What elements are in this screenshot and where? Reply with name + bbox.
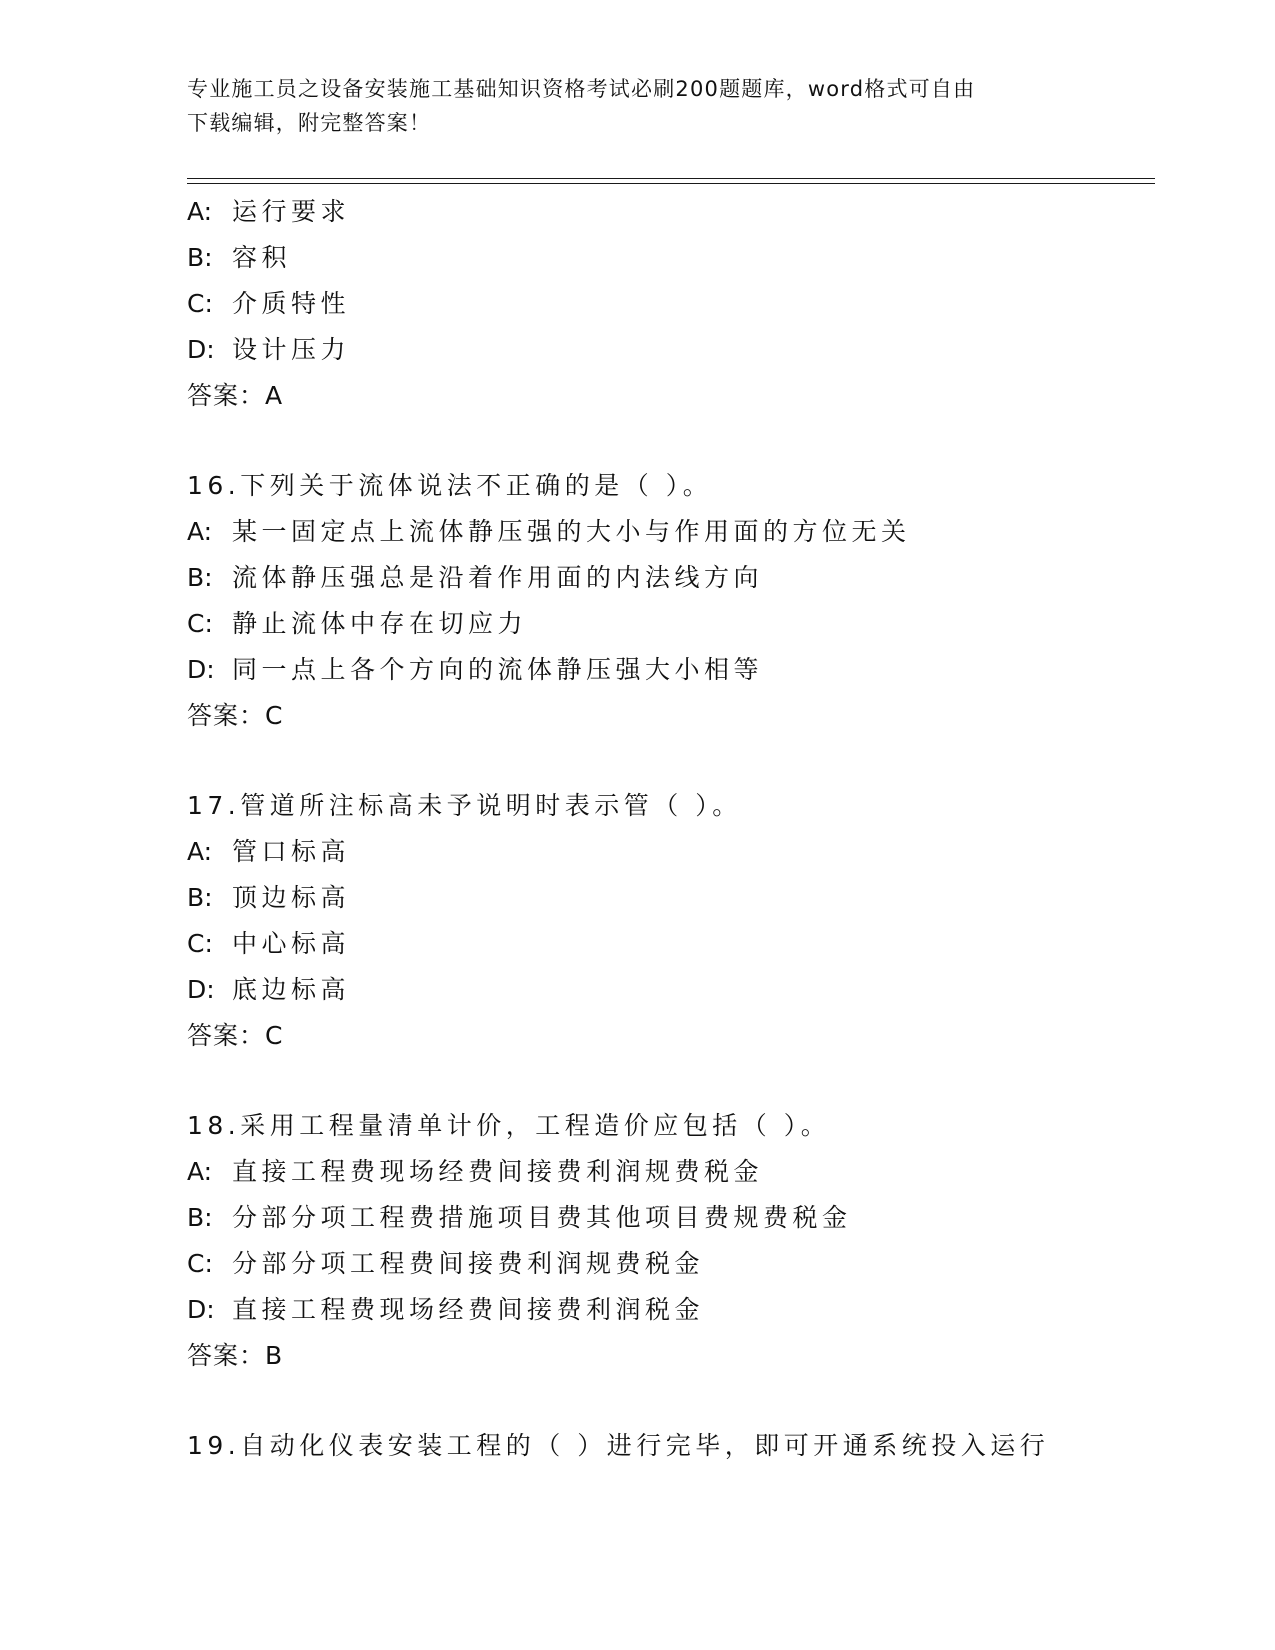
option-b <box>187 235 1147 281</box>
question-19 <box>187 1423 1147 1469</box>
option-text: 中心标高 <box>232 929 351 958</box>
option-letter: D: <box>187 975 215 1004</box>
option-letter: D: <box>187 335 215 364</box>
option-a <box>187 1149 1147 1195</box>
header-line-2: 下载编辑，附完整答案！ <box>187 111 432 135</box>
option-letter: C: <box>187 929 213 958</box>
option-letter: A: <box>187 197 213 226</box>
option-c <box>187 1241 1147 1287</box>
option-b <box>187 875 1147 921</box>
option-a <box>187 189 1147 235</box>
option-letter: B: <box>187 563 213 592</box>
option-letter: D: <box>187 1295 215 1324</box>
option-c <box>187 601 1147 647</box>
option-letter: A: <box>187 1157 213 1186</box>
header-line-1: 专业施工员之设备安装施工基础知识资格考试必刷200题题库，word格式可自由 <box>187 77 976 101</box>
answer-line: 答案：C <box>187 1021 284 1050</box>
option-b <box>187 555 1147 601</box>
question-list <box>187 189 1147 1469</box>
option-a <box>187 829 1147 875</box>
answer-line: 答案：A <box>187 381 284 410</box>
answer-line: 答案：C <box>187 701 284 730</box>
option-text: 管口标高 <box>232 837 351 866</box>
option-letter: C: <box>187 289 213 318</box>
option-d <box>187 967 1147 1013</box>
option-text: 直接工程费现场经费间接费利润税金 <box>232 1295 705 1324</box>
option-text: 设计压力 <box>232 335 351 364</box>
option-text: 运行要求 <box>232 197 351 226</box>
question-stem: 19.自动化仪表安装工程的（ ）进行完毕，即可开通系统投入运行 <box>187 1431 1050 1460</box>
option-b <box>187 1195 1147 1241</box>
option-letter: B: <box>187 243 213 272</box>
option-text: 静止流体中存在切应力 <box>232 609 528 638</box>
option-letter: A: <box>187 837 213 866</box>
question-18 <box>187 1103 1147 1379</box>
option-letter: D: <box>187 655 215 684</box>
option-text: 流体静压强总是沿着作用面的内法线方向 <box>232 563 764 592</box>
option-d <box>187 647 1147 693</box>
header-divider-bottom <box>187 183 1155 184</box>
option-letter: A: <box>187 517 213 546</box>
header-divider-top <box>187 178 1155 179</box>
option-c <box>187 281 1147 327</box>
option-text: 顶边标高 <box>232 883 351 912</box>
question-15-continued <box>187 189 1147 419</box>
document-header <box>187 72 1067 140</box>
option-text: 介质特性 <box>232 289 351 318</box>
option-letter: B: <box>187 1203 213 1232</box>
option-text: 分部分项工程费措施项目费其他项目费规费税金 <box>232 1203 852 1232</box>
option-letter: C: <box>187 1249 213 1278</box>
option-text: 容积 <box>232 243 292 272</box>
option-d <box>187 1287 1147 1333</box>
option-text: 分部分项工程费间接费利润规费税金 <box>232 1249 705 1278</box>
option-a <box>187 509 1147 555</box>
question-stem: 17.管道所注标高未予说明时表示管（ ）。 <box>187 791 742 820</box>
option-letter: B: <box>187 883 213 912</box>
question-17 <box>187 783 1147 1059</box>
question-stem: 18.采用工程量清单计价，工程造价应包括（ ）。 <box>187 1111 831 1140</box>
option-c <box>187 921 1147 967</box>
option-d <box>187 327 1147 373</box>
question-stem: 16.下列关于流体说法不正确的是（ ）。 <box>187 471 713 500</box>
option-text: 底边标高 <box>232 975 351 1004</box>
option-text: 直接工程费现场经费间接费利润规费税金 <box>232 1157 764 1186</box>
option-text: 同一点上各个方向的流体静压强大小相等 <box>232 655 764 684</box>
answer-line: 答案：B <box>187 1341 284 1370</box>
option-text: 某一固定点上流体静压强的大小与作用面的方位无关 <box>232 517 911 546</box>
option-letter: C: <box>187 609 213 638</box>
question-16 <box>187 463 1147 739</box>
